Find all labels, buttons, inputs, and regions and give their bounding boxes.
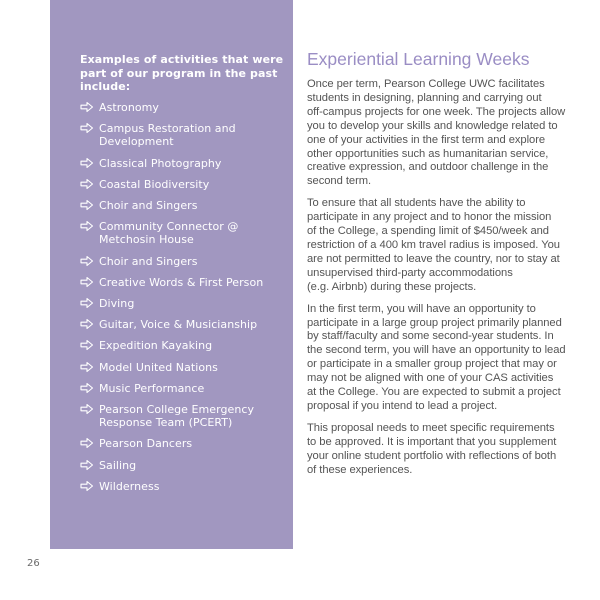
activity-label-line: Guitar, Voice & Musicianship: [99, 318, 258, 332]
activity-label-line: Choir and Singers: [99, 254, 198, 268]
paragraph-line: participate in any project and to honor the mission: [307, 211, 552, 224]
activity-label-line: Expedition Kayaking: [99, 339, 213, 353]
body-paragraph: [307, 197, 565, 294]
arrow-right-icon: [80, 297, 99, 310]
activity-label-line: Response Team (PCERT): [99, 416, 233, 430]
activity-list-item: [80, 122, 285, 148]
body-paragraphs: [307, 78, 565, 477]
activity-label: [99, 220, 285, 246]
activity-label-line: Development: [99, 135, 174, 149]
activity-label: [99, 178, 285, 191]
activity-label: [99, 255, 285, 268]
paragraph-line: unsupervised third-party accommodations: [307, 266, 513, 279]
activity-label: [99, 480, 285, 493]
paragraph-line: your online student portfolio with reflections of both: [307, 449, 557, 462]
activity-list: [80, 101, 285, 501]
arrow-right-icon: [80, 480, 99, 493]
activity-label-line: Sailing: [99, 458, 137, 472]
paragraph-line: This proposal needs to meet specific requirements: [307, 421, 555, 434]
paragraph-line: To ensure that all students have the ability to: [307, 197, 526, 210]
paragraph-line: may not be aligned with one of your CAS activities: [307, 372, 554, 385]
paragraph-line: of the College, a spending limit of $450/week and: [307, 225, 549, 238]
paragraph-line: second term.: [307, 175, 372, 188]
paragraph-line: other opportunities such as humanitarian service,: [307, 147, 549, 160]
paragraph-line: Once per term, Pearson College UWC facilitates: [307, 78, 545, 90]
main-content: [307, 47, 565, 485]
heading-line: include:: [80, 80, 131, 93]
activity-label-line: Classical Photography: [99, 156, 222, 170]
activity-label: [99, 459, 285, 472]
activity-list-item: [80, 339, 285, 352]
activity-list-item: [80, 199, 285, 212]
activity-list-item: [80, 101, 285, 114]
paragraph-line: at the College. You are expected to submit a project: [307, 386, 561, 399]
activity-list-item: [80, 178, 285, 191]
activity-label: [99, 318, 285, 331]
arrow-right-icon: [80, 220, 99, 233]
paragraph-line: by staff/faculty and some second-year students. In: [307, 330, 554, 343]
activity-list-item: [80, 255, 285, 268]
paragraph-line: you to develop your skills and knowledge related to: [307, 119, 558, 132]
activity-label-line: Diving: [99, 297, 135, 311]
arrow-right-icon: [80, 157, 99, 170]
activity-list-item: [80, 276, 285, 289]
arrow-right-icon: [80, 382, 99, 395]
arrow-right-icon: [80, 318, 99, 331]
body-paragraph: [307, 303, 565, 414]
arrow-right-icon: [80, 276, 99, 289]
arrow-right-icon: [80, 459, 99, 472]
activity-list-item: [80, 403, 285, 429]
activity-label-line: Astronomy: [99, 101, 159, 114]
paragraph-line: restriction of a 400 km travel radius is imposed. You: [307, 238, 560, 251]
paragraph-line: the second term, you will have an opportunity to lead: [307, 344, 566, 357]
paragraph-line: students in designing, planning and carrying out: [307, 91, 542, 104]
arrow-right-icon: [80, 101, 99, 114]
activity-label-line: Metchosin House: [99, 233, 194, 247]
paragraph-line: creative expression, and outdoor challenge in the: [307, 161, 549, 174]
activity-label: [99, 101, 285, 114]
page-number: 26: [27, 558, 40, 569]
activity-list-item: [80, 361, 285, 374]
activity-list-item: [80, 318, 285, 331]
paragraph-line: participate in a large group project primarily planned: [307, 316, 562, 329]
activity-label-line: Choir and Singers: [99, 199, 198, 213]
arrow-right-icon: [80, 437, 99, 450]
activity-label-line: Wilderness: [99, 479, 160, 493]
arrow-right-icon: [80, 199, 99, 212]
paragraph-line: are not permitted to leave the country, nor to stay at: [307, 252, 560, 265]
activity-list-item: [80, 157, 285, 170]
paragraph-line: of these experiences.: [307, 463, 413, 476]
paragraph-line: In the first term, you will have an opportunity to: [307, 302, 536, 315]
paragraph-line: (e.g. Airbnb) during these projects.: [307, 280, 477, 293]
paragraph-line: or participate in a smaller group project that may or: [307, 358, 557, 371]
activity-label-line: Campus Restoration and: [99, 122, 236, 136]
arrow-right-icon: [80, 403, 99, 416]
heading-line: part of our program in the past: [80, 66, 278, 80]
activity-label-line: Music Performance: [99, 381, 205, 395]
activity-label-line: Model United Nations: [99, 360, 218, 374]
activities-sidebar-panel: [50, 0, 293, 549]
activity-list-item: [80, 297, 285, 310]
paragraph-line: proposal if you intend to lead a project.: [307, 399, 498, 412]
activity-label-line: Coastal Biodiversity: [99, 177, 210, 191]
activity-label-line: Community Connector @: [99, 220, 239, 234]
activity-label: [99, 199, 285, 212]
activity-label: [99, 157, 285, 170]
activity-label: [99, 382, 285, 395]
activity-label-line: Creative Words & First Person: [99, 275, 264, 289]
activity-list-item: [80, 437, 285, 450]
activity-list-item: [80, 220, 285, 246]
activity-label: [99, 297, 285, 310]
activities-heading: [80, 53, 284, 94]
activity-list-item: [80, 459, 285, 472]
arrow-right-icon: [80, 361, 99, 374]
arrow-right-icon: [80, 122, 99, 135]
body-paragraph: [307, 78, 565, 189]
paragraph-line: to be approved. It is important that you supplement: [307, 435, 557, 448]
activity-list-item: [80, 480, 285, 493]
activity-label-line: Pearson Dancers: [99, 437, 193, 451]
paragraph-line: off-campus projects for one week. The projects allow: [307, 105, 566, 118]
paragraph-line: one of your activities in the first term and explore: [307, 133, 546, 146]
arrow-right-icon: [80, 178, 99, 191]
activity-label: [99, 437, 285, 450]
heading-line: Examples of activities that were: [80, 53, 284, 66]
activity-label: [99, 361, 285, 374]
activity-label: [99, 276, 285, 289]
arrow-right-icon: [80, 339, 99, 352]
activity-label: [99, 122, 285, 148]
arrow-right-icon: [80, 255, 99, 268]
activity-label-line: Pearson College Emergency: [99, 403, 255, 417]
activity-label: [99, 339, 285, 352]
section-title: Experiential Learning Weeks: [307, 49, 530, 69]
body-paragraph: [307, 422, 565, 478]
activity-list-item: [80, 382, 285, 395]
activity-label: [99, 403, 285, 429]
